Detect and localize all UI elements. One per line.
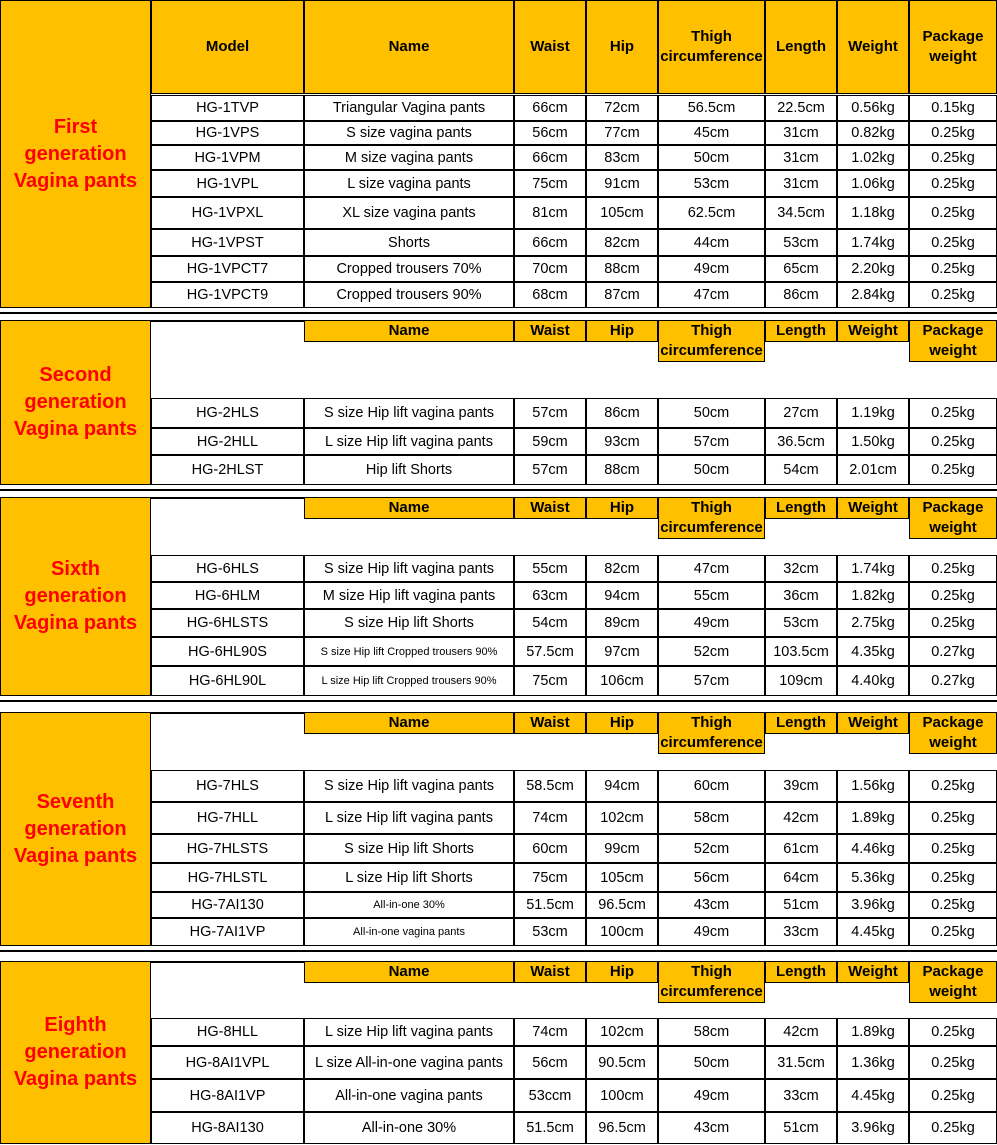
cell-waist: 57cm: [514, 398, 586, 428]
cell-name: M size Hip lift vagina pants: [304, 582, 514, 609]
cell-model: HG-8AI1VPL: [151, 1046, 304, 1079]
section-4: [0, 712, 997, 946]
cell-package-weight: 0.25kg: [909, 145, 997, 170]
section-3: [0, 497, 997, 696]
cell-package-weight: 0.25kg: [909, 802, 997, 834]
cell-length: 54cm: [765, 455, 837, 485]
cell-package-weight: 0.25kg: [909, 863, 997, 892]
cell-length: 36cm: [765, 582, 837, 609]
cell-waist: 75cm: [514, 863, 586, 892]
cell-hip: 100cm: [586, 1079, 658, 1112]
cell-length: 31cm: [765, 145, 837, 170]
cell-hip: 99cm: [586, 834, 658, 863]
cell-hip: 72cm: [586, 95, 658, 121]
section-2: [0, 320, 997, 485]
cell-waist: 59cm: [514, 428, 586, 455]
cell-length: 33cm: [765, 1079, 837, 1112]
cell-model: HG-1VPM: [151, 145, 304, 170]
column-header-length: Length: [765, 0, 837, 94]
cell-length: 39cm: [765, 770, 837, 802]
cell-weight: 0.82kg: [837, 121, 909, 145]
cell-package-weight: 0.25kg: [909, 229, 997, 256]
cell-name: Hip lift Shorts: [304, 455, 514, 485]
cell-waist: 75cm: [514, 170, 586, 197]
cell-waist: 55cm: [514, 555, 586, 582]
cell-weight: 1.74kg: [837, 555, 909, 582]
cell-model: HG-1VPST: [151, 229, 304, 256]
cell-name: L size Hip lift Shorts: [304, 863, 514, 892]
cell-waist: 60cm: [514, 834, 586, 863]
cell-length: 34.5cm: [765, 197, 837, 229]
cell-hip: 106cm: [586, 666, 658, 696]
cell-weight: 2.20kg: [837, 256, 909, 282]
cell-length: 42cm: [765, 1018, 837, 1046]
cell-thigh: 56cm: [658, 863, 765, 892]
column-header-package-weight: Package weight: [909, 320, 997, 362]
cell-length: 31.5cm: [765, 1046, 837, 1079]
cell-waist: 74cm: [514, 802, 586, 834]
column-header-weight: Weight: [837, 320, 909, 342]
cell-waist: 68cm: [514, 282, 586, 308]
column-header-thigh: Thigh circumference: [658, 497, 765, 539]
cell-length: 31cm: [765, 170, 837, 197]
cell-weight: 1.06kg: [837, 170, 909, 197]
cell-thigh: 45cm: [658, 121, 765, 145]
cell-hip: 77cm: [586, 121, 658, 145]
cell-hip: 88cm: [586, 256, 658, 282]
cell-model: HG-2HLL: [151, 428, 304, 455]
cell-package-weight: 0.25kg: [909, 121, 997, 145]
cell-waist: 75cm: [514, 666, 586, 696]
cell-name: Cropped trousers 90%: [304, 282, 514, 308]
cell-model: HG-6HL90S: [151, 637, 304, 666]
column-header-package-weight: Package weight: [909, 497, 997, 539]
cell-hip: 91cm: [586, 170, 658, 197]
column-header-length: Length: [765, 712, 837, 734]
cell-name: S size Hip lift vagina pants: [304, 770, 514, 802]
cell-waist: 74cm: [514, 1018, 586, 1046]
column-header-model: [151, 712, 304, 714]
cell-model: HG-1VPS: [151, 121, 304, 145]
cell-name: S size vagina pants: [304, 121, 514, 145]
cell-thigh: 50cm: [658, 455, 765, 485]
cell-hip: 83cm: [586, 145, 658, 170]
cell-model: HG-2HLS: [151, 398, 304, 428]
cell-thigh: 50cm: [658, 398, 765, 428]
cell-hip: 94cm: [586, 770, 658, 802]
cell-model: HG-8AI1VP: [151, 1079, 304, 1112]
cell-weight: 1.82kg: [837, 582, 909, 609]
cell-weight: 2.01cm: [837, 455, 909, 485]
cell-length: 27cm: [765, 398, 837, 428]
cell-waist: 70cm: [514, 256, 586, 282]
column-header-name: Name: [304, 0, 514, 94]
cell-thigh: 53cm: [658, 170, 765, 197]
cell-length: 53cm: [765, 229, 837, 256]
column-header-thigh: Thigh circumference: [658, 712, 765, 754]
cell-package-weight: 0.25kg: [909, 609, 997, 637]
cell-length: 36.5cm: [765, 428, 837, 455]
column-header-waist: Waist: [514, 712, 586, 734]
cell-package-weight: 0.27kg: [909, 637, 997, 666]
cell-package-weight: 0.25kg: [909, 1018, 997, 1046]
cell-hip: 97cm: [586, 637, 658, 666]
cell-hip: 93cm: [586, 428, 658, 455]
cell-thigh: 56.5cm: [658, 95, 765, 121]
cell-thigh: 49cm: [658, 918, 765, 946]
column-header-thigh: Thigh circumference: [658, 0, 765, 94]
cell-length: 32cm: [765, 555, 837, 582]
cell-model: HG-1VPXL: [151, 197, 304, 229]
cell-name: L size Hip lift vagina pants: [304, 428, 514, 455]
generation-label: [0, 712, 151, 946]
column-header-name: Name: [304, 497, 514, 519]
cell-model: HG-7AI1VP: [151, 918, 304, 946]
section-divider: [0, 950, 997, 952]
cell-length: 86cm: [765, 282, 837, 308]
cell-package-weight: 0.25kg: [909, 170, 997, 197]
cell-model: HG-8AI130: [151, 1112, 304, 1144]
generation-title: Seventh generation Vagina pants: [13, 790, 138, 867]
cell-length: 42cm: [765, 802, 837, 834]
cell-weight: 4.35kg: [837, 637, 909, 666]
cell-thigh: 47cm: [658, 282, 765, 308]
cell-model: HG-1VPCT7: [151, 256, 304, 282]
cell-length: 51cm: [765, 892, 837, 918]
cell-package-weight: 0.25kg: [909, 1079, 997, 1112]
cell-hip: 102cm: [586, 802, 658, 834]
cell-length: 51cm: [765, 1112, 837, 1144]
cell-thigh: 58cm: [658, 1018, 765, 1046]
cell-hip: 87cm: [586, 282, 658, 308]
cell-weight: 1.02kg: [837, 145, 909, 170]
cell-package-weight: 0.25kg: [909, 1046, 997, 1079]
generation-title: Second generation Vagina pants: [13, 364, 138, 440]
cell-name: S size Hip lift vagina pants: [304, 398, 514, 428]
column-header-length: Length: [765, 497, 837, 519]
column-header-model: [151, 320, 304, 322]
cell-weight: 4.45kg: [837, 1079, 909, 1112]
generation-title: Eighth generation Vagina pants: [13, 1014, 138, 1090]
cell-hip: 102cm: [586, 1018, 658, 1046]
cell-model: HG-6HLM: [151, 582, 304, 609]
cell-thigh: 50cm: [658, 145, 765, 170]
cell-model: HG-7HLSTS: [151, 834, 304, 863]
cell-name: L size Hip lift vagina pants: [304, 802, 514, 834]
cell-weight: 1.89kg: [837, 802, 909, 834]
cell-weight: 1.56kg: [837, 770, 909, 802]
cell-waist: 51.5cm: [514, 1112, 586, 1144]
cell-waist: 56cm: [514, 121, 586, 145]
cell-length: 22.5cm: [765, 95, 837, 121]
cell-name: All-in-one 30%: [304, 1112, 514, 1144]
section-divider: [0, 700, 997, 702]
cell-waist: 53ccm: [514, 1079, 586, 1112]
cell-name: All-in-one vagina pants: [304, 918, 514, 946]
cell-weight: 3.96kg: [837, 1112, 909, 1144]
cell-thigh: 60cm: [658, 770, 765, 802]
column-header-thigh: Thigh circumference: [658, 961, 765, 1003]
cell-length: 64cm: [765, 863, 837, 892]
cell-package-weight: 0.25kg: [909, 892, 997, 918]
cell-length: 33cm: [765, 918, 837, 946]
cell-name: XL size vagina pants: [304, 197, 514, 229]
cell-name: S size Hip lift Cropped trousers 90%: [304, 637, 514, 666]
cell-model: HG-6HLSTS: [151, 609, 304, 637]
cell-thigh: 49cm: [658, 256, 765, 282]
cell-name: M size vagina pants: [304, 145, 514, 170]
cell-waist: 81cm: [514, 197, 586, 229]
cell-hip: 82cm: [586, 555, 658, 582]
column-header-model: [151, 497, 304, 499]
column-header-length: Length: [765, 320, 837, 342]
column-header-weight: Weight: [837, 712, 909, 734]
cell-name: All-in-one vagina pants: [304, 1079, 514, 1112]
cell-thigh: 57cm: [658, 666, 765, 696]
generation-label: [0, 0, 151, 308]
cell-package-weight: 0.25kg: [909, 1112, 997, 1144]
cell-waist: 51.5cm: [514, 892, 586, 918]
cell-weight: 1.18kg: [837, 197, 909, 229]
cell-thigh: 52cm: [658, 834, 765, 863]
column-header-thigh: Thigh circumference: [658, 320, 765, 362]
column-header-weight: Weight: [837, 961, 909, 983]
cell-package-weight: 0.25kg: [909, 770, 997, 802]
cell-length: 61cm: [765, 834, 837, 863]
column-header-hip: Hip: [586, 497, 658, 519]
generation-label: [0, 320, 151, 485]
column-header-name: Name: [304, 961, 514, 983]
cell-waist: 58.5cm: [514, 770, 586, 802]
cell-hip: 86cm: [586, 398, 658, 428]
cell-weight: 5.36kg: [837, 863, 909, 892]
cell-weight: 1.19kg: [837, 398, 909, 428]
column-header-length: Length: [765, 961, 837, 983]
cell-thigh: 43cm: [658, 892, 765, 918]
cell-length: 53cm: [765, 609, 837, 637]
cell-thigh: 52cm: [658, 637, 765, 666]
cell-hip: 90.5cm: [586, 1046, 658, 1079]
cell-length: 109cm: [765, 666, 837, 696]
column-header-package-weight: Package weight: [909, 0, 997, 94]
cell-weight: 4.40kg: [837, 666, 909, 696]
cell-package-weight: 0.15kg: [909, 95, 997, 121]
cell-thigh: 47cm: [658, 555, 765, 582]
cell-name: S size Hip lift vagina pants: [304, 555, 514, 582]
column-header-hip: Hip: [586, 961, 658, 983]
cell-thigh: 62.5cm: [658, 197, 765, 229]
cell-model: HG-2HLST: [151, 455, 304, 485]
generation-label: [0, 961, 151, 1144]
cell-package-weight: 0.25kg: [909, 455, 997, 485]
cell-waist: 66cm: [514, 229, 586, 256]
cell-model: HG-1VPL: [151, 170, 304, 197]
cell-package-weight: 0.25kg: [909, 555, 997, 582]
cell-waist: 66cm: [514, 95, 586, 121]
cell-name: Shorts: [304, 229, 514, 256]
cell-name: L size vagina pants: [304, 170, 514, 197]
cell-package-weight: 0.25kg: [909, 197, 997, 229]
cell-thigh: 57cm: [658, 428, 765, 455]
cell-thigh: 49cm: [658, 1079, 765, 1112]
cell-model: HG-6HLS: [151, 555, 304, 582]
cell-model: HG-7HLL: [151, 802, 304, 834]
cell-hip: 96.5cm: [586, 1112, 658, 1144]
cell-hip: 105cm: [586, 197, 658, 229]
cell-waist: 66cm: [514, 145, 586, 170]
column-header-name: Name: [304, 320, 514, 342]
cell-model: HG-7AI130: [151, 892, 304, 918]
cell-name: All-in-one 30%: [304, 892, 514, 918]
cell-package-weight: 0.25kg: [909, 282, 997, 308]
cell-thigh: 43cm: [658, 1112, 765, 1144]
cell-name: S size Hip lift Shorts: [304, 609, 514, 637]
cell-name: Cropped trousers 70%: [304, 256, 514, 282]
column-header-hip: Hip: [586, 0, 658, 94]
cell-model: HG-1TVP: [151, 95, 304, 121]
cell-waist: 63cm: [514, 582, 586, 609]
column-header-hip: Hip: [586, 712, 658, 734]
cell-waist: 53cm: [514, 918, 586, 946]
cell-weight: 4.45kg: [837, 918, 909, 946]
cell-thigh: 50cm: [658, 1046, 765, 1079]
cell-name: Triangular Vagina pants: [304, 95, 514, 121]
cell-hip: 82cm: [586, 229, 658, 256]
cell-waist: 57.5cm: [514, 637, 586, 666]
generation-label: [0, 497, 151, 696]
cell-name: L size All-in-one vagina pants: [304, 1046, 514, 1079]
column-header-name: Name: [304, 712, 514, 734]
cell-hip: 100cm: [586, 918, 658, 946]
cell-name: L size Hip lift Cropped trousers 90%: [304, 666, 514, 696]
cell-waist: 57cm: [514, 455, 586, 485]
section-divider: [0, 312, 997, 314]
cell-package-weight: 0.25kg: [909, 398, 997, 428]
column-header-waist: Waist: [514, 497, 586, 519]
cell-length: 65cm: [765, 256, 837, 282]
cell-hip: 89cm: [586, 609, 658, 637]
generation-title: First generation Vagina pants: [13, 115, 138, 192]
cell-waist: 54cm: [514, 609, 586, 637]
cell-weight: 1.50kg: [837, 428, 909, 455]
cell-package-weight: 0.25kg: [909, 918, 997, 946]
cell-thigh: 58cm: [658, 802, 765, 834]
cell-weight: 2.84kg: [837, 282, 909, 308]
cell-model: HG-7HLSTL: [151, 863, 304, 892]
generation-title: Sixth generation Vagina pants: [13, 558, 138, 634]
cell-package-weight: 0.25kg: [909, 582, 997, 609]
cell-waist: 56cm: [514, 1046, 586, 1079]
section-divider: [0, 489, 997, 491]
column-header-package-weight: Package weight: [909, 712, 997, 754]
column-header-model: [151, 961, 304, 963]
cell-weight: 2.75kg: [837, 609, 909, 637]
cell-length: 31cm: [765, 121, 837, 145]
column-header-waist: Waist: [514, 961, 586, 983]
section-5: [0, 961, 997, 1144]
cell-hip: 94cm: [586, 582, 658, 609]
cell-weight: 1.36kg: [837, 1046, 909, 1079]
cell-thigh: 49cm: [658, 609, 765, 637]
column-header-hip: Hip: [586, 320, 658, 342]
column-header-model: Model: [151, 0, 304, 94]
column-header-weight: Weight: [837, 497, 909, 519]
cell-weight: 1.89kg: [837, 1018, 909, 1046]
section-1: [0, 0, 997, 308]
cell-hip: 88cm: [586, 455, 658, 485]
cell-weight: 4.46kg: [837, 834, 909, 863]
cell-hip: 96.5cm: [586, 892, 658, 918]
column-header-package-weight: Package weight: [909, 961, 997, 1003]
cell-model: HG-7HLS: [151, 770, 304, 802]
cell-package-weight: 0.27kg: [909, 666, 997, 696]
cell-thigh: 44cm: [658, 229, 765, 256]
cell-package-weight: 0.25kg: [909, 428, 997, 455]
cell-hip: 105cm: [586, 863, 658, 892]
cell-length: 103.5cm: [765, 637, 837, 666]
column-header-waist: Waist: [514, 0, 586, 94]
cell-thigh: 55cm: [658, 582, 765, 609]
cell-name: L size Hip lift vagina pants: [304, 1018, 514, 1046]
cell-package-weight: 0.25kg: [909, 256, 997, 282]
cell-weight: 3.96kg: [837, 892, 909, 918]
cell-weight: 1.74kg: [837, 229, 909, 256]
column-header-weight: Weight: [837, 0, 909, 94]
cell-model: HG-8HLL: [151, 1018, 304, 1046]
cell-package-weight: 0.25kg: [909, 834, 997, 863]
cell-model: HG-6HL90L: [151, 666, 304, 696]
column-header-waist: Waist: [514, 320, 586, 342]
cell-weight: 0.56kg: [837, 95, 909, 121]
cell-model: HG-1VPCT9: [151, 282, 304, 308]
cell-name: S size Hip lift Shorts: [304, 834, 514, 863]
